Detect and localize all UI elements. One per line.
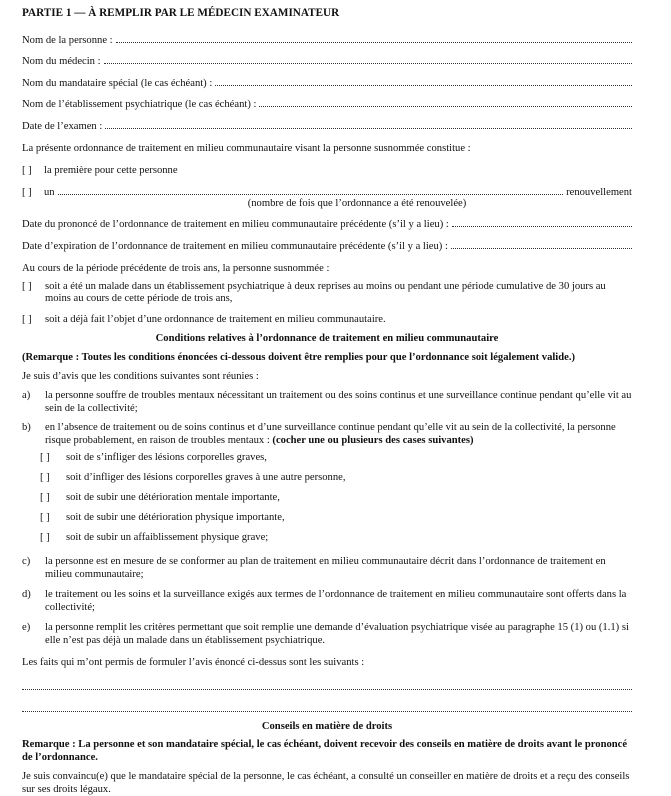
checkbox-b-5[interactable]: [ ] — [40, 532, 50, 543]
condition-a-marker: a) — [22, 390, 31, 401]
doctor-name-field[interactable] — [22, 46, 632, 68]
condition-a-text: la personne souffre de troubles mentaux nécessitant un traitement ou des soins continus et une surveillance continue pendant qu’elle vit au sein de la collectivité; — [45, 390, 632, 414]
condition-d — [22, 589, 632, 614]
exam-date-input-line[interactable] — [105, 128, 632, 129]
rights-statement: Je suis convaincu(e) que le mandataire spécial de la personne, le cas échéant, a consulté un conseiller en matière de droits et a reçu des conseils sur ses droits légaux. — [22, 771, 630, 795]
checkbox-period-1[interactable]: [ ] — [22, 280, 32, 292]
agent-name-label: Nom du mandataire spécial (le cas échéant) : — [22, 77, 213, 89]
doctor-name-input-line[interactable] — [104, 63, 632, 64]
condition-b — [22, 422, 632, 447]
constitution-intro: La présente ordonnance de traitement en milieu communautaire visant la personne susnommée constitue : — [22, 142, 471, 154]
option-renewal-row[interactable] — [22, 176, 632, 198]
condition-b-option[interactable] — [22, 532, 632, 552]
constitution-intro-line — [22, 132, 632, 154]
facts-intro: Les faits qui m’ont permis de formuler l’avis énoncé ci-dessus sont les suivants : — [22, 657, 365, 668]
facility-name-field[interactable] — [22, 89, 632, 111]
conditions-remark: (Remarque : Toutes les conditions énoncées ci-dessous doivent être remplies pour que l’ordonnance soit légalement valide.) — [22, 352, 576, 363]
condition-b-option-label: soit de subir une détérioration physique importante, — [66, 512, 285, 523]
opinion-intro: Je suis d’avis que les conditions suivantes sont réunies : — [22, 371, 259, 382]
person-name-label: Nom de la personne : — [22, 34, 113, 46]
condition-e — [22, 622, 632, 647]
person-name-input-line[interactable] — [116, 42, 632, 43]
renewal-count-input-line[interactable] — [58, 194, 564, 195]
period-option-2[interactable] — [22, 314, 632, 327]
option-renewal-prefix: un — [44, 186, 55, 198]
exam-date-label: Date de l’examen : — [22, 120, 103, 132]
period-intro-line — [22, 252, 632, 274]
condition-a — [22, 390, 632, 415]
condition-b-option[interactable] — [22, 472, 632, 492]
condition-b-option[interactable] — [22, 512, 632, 532]
period-intro: Au cours de la période précédente de trois ans, la personne susnommée : — [22, 262, 330, 274]
agent-name-input-line[interactable] — [215, 85, 632, 86]
option-renewal-suffix: renouvellement — [566, 186, 632, 198]
facility-name-input-line[interactable] — [259, 106, 632, 107]
rights-remark: Remarque : La personne et son mandataire spécial, le cas échéant, doivent recevoir des conseils en matière de droits avant le prononcé de l’ordonnance. — [22, 739, 628, 763]
condition-e-marker: e) — [22, 622, 31, 633]
condition-d-text: le traitement ou les soins et la surveillance exigés aux termes de l’ordonnance de traitement en milieu communautaire sont offerts dans la collectivité; — [45, 589, 627, 613]
checkbox-b-4[interactable]: [ ] — [40, 512, 50, 523]
condition-b-option-label: soit de subir une détérioration mentale importante, — [66, 492, 280, 503]
option-first-label: la première pour cette personne — [44, 164, 178, 176]
condition-b-option-label: soit de s’infliger des lésions corporelles graves, — [66, 452, 267, 463]
checkbox-b-2[interactable]: [ ] — [40, 472, 50, 483]
condition-b-text: en l’absence de traitement ou de soins continus et d’une surveillance continue pendant qu’elle vit au sein de la collectivité, la personne risque probablement, en raison de troubles mentaux : — [45, 422, 616, 446]
condition-c-text: la personne est en mesure de se conformer au plan de traitement en milieu communautaire décrit dans l’ordonnance de traitement en milieu communautaire; — [45, 556, 606, 580]
condition-b-option-label: soit de subir un affaiblissement physique grave; — [66, 532, 269, 543]
rights-heading: Conseils en matière de droits — [261, 721, 393, 732]
facility-name-label: Nom de l’établissement psychiatrique (le cas échéant) : — [22, 99, 257, 110]
condition-b-instruction: (cocher une ou plusieurs des cases suivantes) — [272, 434, 474, 446]
checkbox-period-2[interactable]: [ ] — [22, 313, 32, 325]
prev-expiry-label: Date d’expiration de l’ordonnance de traitement en milieu communautaire précédente (s’il y a lieu) : — [22, 240, 448, 252]
prev-expiry-field[interactable] — [22, 230, 632, 252]
prev-pronounce-label: Date du prononcé de l’ordonnance de traitement en milieu communautaire précédente (s’il y a lieu) : — [22, 218, 449, 230]
prev-pronounce-input-line[interactable] — [452, 226, 632, 227]
renewal-caption: (nombre de fois que l’ordonnance a été renouvelée) — [247, 197, 467, 209]
condition-b-option[interactable] — [22, 492, 632, 512]
condition-e-text: la personne remplit les critères permettant que soit remplie une demande d’évaluation psychiatrique visée au paragraphe 15 (1) ou (1.1) si elle n’est pas déjà un malade dans un établissement psychiatrique. — [45, 622, 629, 646]
doctor-name-label: Nom du médecin : — [22, 56, 101, 67]
period-option-1-label: soit a été un malade dans un établissement psychiatrique à deux reprises au moins ou pendant une période cumulative de 30 jours au moins au cours de cette période de trois ans, — [45, 280, 606, 304]
condition-b-option[interactable] — [22, 452, 632, 472]
form-page — [22, 6, 632, 796]
condition-b-options — [22, 452, 632, 552]
condition-b-marker: b) — [22, 422, 31, 433]
facts-input-line-1[interactable] — [22, 675, 632, 690]
part-title: PARTIE 1 — À REMPLIR PAR LE MÉDECIN EXAMINATEUR — [22, 7, 340, 19]
checkbox-b-1[interactable]: [ ] — [40, 452, 50, 463]
prev-expiry-input-line[interactable] — [451, 248, 632, 249]
checkbox-renewal[interactable]: [ ] — [22, 186, 32, 198]
conditions-heading: Conditions relatives à l’ordonnance de traitement en milieu communautaire — [155, 333, 499, 344]
condition-b-option-label: soit d’infliger des lésions corporelles graves à une autre personne, — [66, 472, 346, 483]
condition-c-marker: c) — [22, 556, 31, 567]
checkbox-b-3[interactable]: [ ] — [40, 492, 50, 503]
prev-pronounce-field[interactable] — [22, 210, 632, 230]
checkbox-first[interactable]: [ ] — [22, 164, 32, 176]
condition-c — [22, 556, 632, 581]
condition-d-marker: d) — [22, 589, 31, 600]
period-option-1[interactable] — [22, 281, 632, 306]
exam-date-field[interactable] — [22, 110, 632, 132]
person-name-field[interactable] — [22, 24, 632, 46]
period-option-2-label: soit a déjà fait l’objet d’une ordonnance de traitement en milieu communautaire. — [45, 313, 386, 325]
facts-input-line-2[interactable] — [22, 697, 632, 712]
agent-name-field[interactable] — [22, 67, 632, 89]
option-first-row[interactable] — [22, 154, 632, 176]
